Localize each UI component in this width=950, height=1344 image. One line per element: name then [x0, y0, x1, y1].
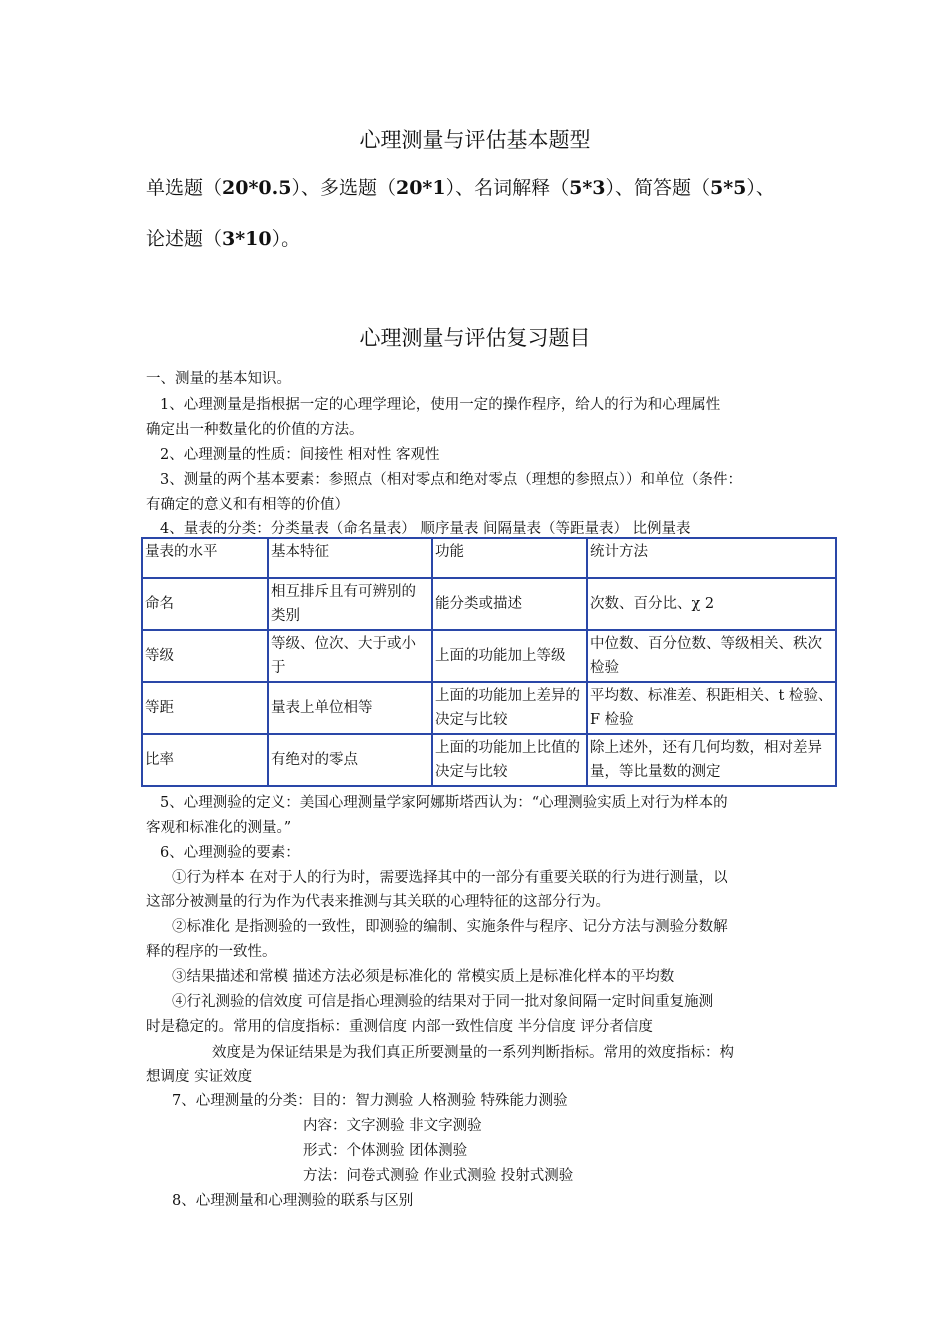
header-cell: 统计方法	[587, 538, 836, 578]
bold-text: 20*0.5	[222, 177, 292, 199]
text-line: 形式：个体测验 团体测验	[303, 1143, 468, 1159]
table-row	[142, 630, 836, 682]
question-types-line-1	[146, 173, 775, 200]
table-cell: 等级、位次、大于或小于	[268, 630, 432, 682]
text-line: 想调度 实证效度	[146, 1069, 253, 1085]
header-cell: 功能	[432, 538, 587, 578]
table-cell: 上面的功能加上等级	[432, 630, 587, 682]
bold-text: 20*1	[395, 177, 446, 199]
page-title-1: 心理测量与评估基本题型	[359, 128, 591, 152]
text: 单选题（	[146, 177, 223, 199]
text: ）、名词解释（	[445, 177, 570, 199]
header-cell: 量表的水平	[142, 538, 268, 578]
table-header-row	[142, 538, 836, 578]
text-line: 释的程序的一致性。	[146, 944, 277, 960]
table-cell: 量表上单位相等	[268, 682, 432, 734]
text-line: 时是稳定的。常用的信度指标：重测信度 内部一致性信度 半分信度 评分者信度	[146, 1019, 653, 1035]
text-line: 5、心理测验的定义：美国心理测量学家阿娜斯塔西认为：“心理测验实质上对行为样本的	[160, 795, 728, 811]
table-cell: 比率	[142, 734, 268, 786]
table-cell: 等距	[142, 682, 268, 734]
text: ）、多选题（	[291, 177, 396, 199]
text-line: 8、心理测量和心理测验的联系与区别	[172, 1193, 414, 1209]
table-cell: 能分类或描述	[432, 578, 587, 630]
bold-text: 5*5	[710, 177, 747, 199]
text-line: 内容：文字测验 非文字测验	[303, 1118, 482, 1134]
text-line: 效度是为保证结果是为我们真正所要测量的一系列判断指标。常用的效度指标：构	[212, 1045, 734, 1061]
table-row	[142, 578, 836, 630]
table-cell: 平均数、标准差、积距相关、t 检验、F 检验	[587, 682, 836, 734]
text-line: 这部分被测量的行为作为代表来推测与其关联的心理特征的这部分行为。	[146, 894, 610, 910]
text: ）、	[746, 177, 775, 199]
table-cell: 上面的功能加上比值的决定与比较	[432, 734, 587, 786]
text-line: 有确定的意义和有相等的价值）	[146, 497, 349, 513]
text-line: 7、心理测量的分类：目的：智力测验 人格测验 特殊能力测验	[172, 1093, 568, 1109]
table-cell: 相互排斥且有可辨别的类别	[268, 578, 432, 630]
question-types-line-2	[146, 224, 300, 251]
table-cell: 除上述外，还有几何均数，相对差异量，等比量数的测定	[587, 734, 836, 786]
text-line: 6、心理测验的要素：	[160, 845, 300, 861]
table-cell: 中位数、百分位数、等级相关、秩次检验	[587, 630, 836, 682]
text-line: ③结果描述和常模 描述方法必须是标准化的 常模实质上是标准化样本的平均数	[172, 969, 675, 985]
text-line: 方法：问卷式测验 作业式测验 投射式测验	[303, 1168, 574, 1184]
table-cell: 等级	[142, 630, 268, 682]
table-cell: 次数、百分比、χ 2	[587, 578, 836, 630]
text-line: 客观和标准化的测量。”	[146, 820, 292, 836]
header-cell: 基本特征	[268, 538, 432, 578]
text-line: ④行礼测验的信效度 可信是指心理测验的结果对于同一批对象间隔一定时间重复施测	[172, 994, 714, 1010]
text-line: ②标准化 是指测验的一致性，即测验的编制、实施条件与程序、记分方法与测验分数解	[172, 919, 728, 935]
text-line: 3、测量的两个基本要素：参照点（相对零点和绝对零点（理想的参照点））和单位（条件：	[160, 472, 742, 488]
text: 论述题（	[146, 228, 223, 250]
scale-table	[141, 537, 837, 787]
text-line: 2、心理测量的性质：间接性 相对性 客观性	[160, 447, 440, 463]
text: ）。	[271, 228, 301, 250]
bold-text: 5*3	[569, 177, 606, 199]
text-line: 确定出一种数量化的价值的方法。	[146, 422, 364, 438]
bold-text: 3*10	[222, 228, 272, 250]
table-cell: 有绝对的零点	[268, 734, 432, 786]
table-row	[142, 682, 836, 734]
table-row	[142, 734, 836, 786]
text-line: 4、量表的分类：分类量表（命名量表） 顺序量表 间隔量表（等距量表） 比例量表	[160, 521, 691, 537]
page-title-2: 心理测量与评估复习题目	[359, 326, 591, 350]
text-line: ①行为样本 在对于人的行为时，需要选择其中的一部分有重要关联的行为进行测量，以	[172, 870, 728, 886]
table-cell: 上面的功能加上差异的决定与比较	[432, 682, 587, 734]
text-line: 1、心理测量是指根据一定的心理学理论，使用一定的操作程序，给人的行为和心理属性	[160, 397, 721, 413]
section-heading: 一、测量的基本知识。	[146, 371, 291, 387]
table-cell: 命名	[142, 578, 268, 630]
text: ）、简答题（	[605, 177, 710, 199]
